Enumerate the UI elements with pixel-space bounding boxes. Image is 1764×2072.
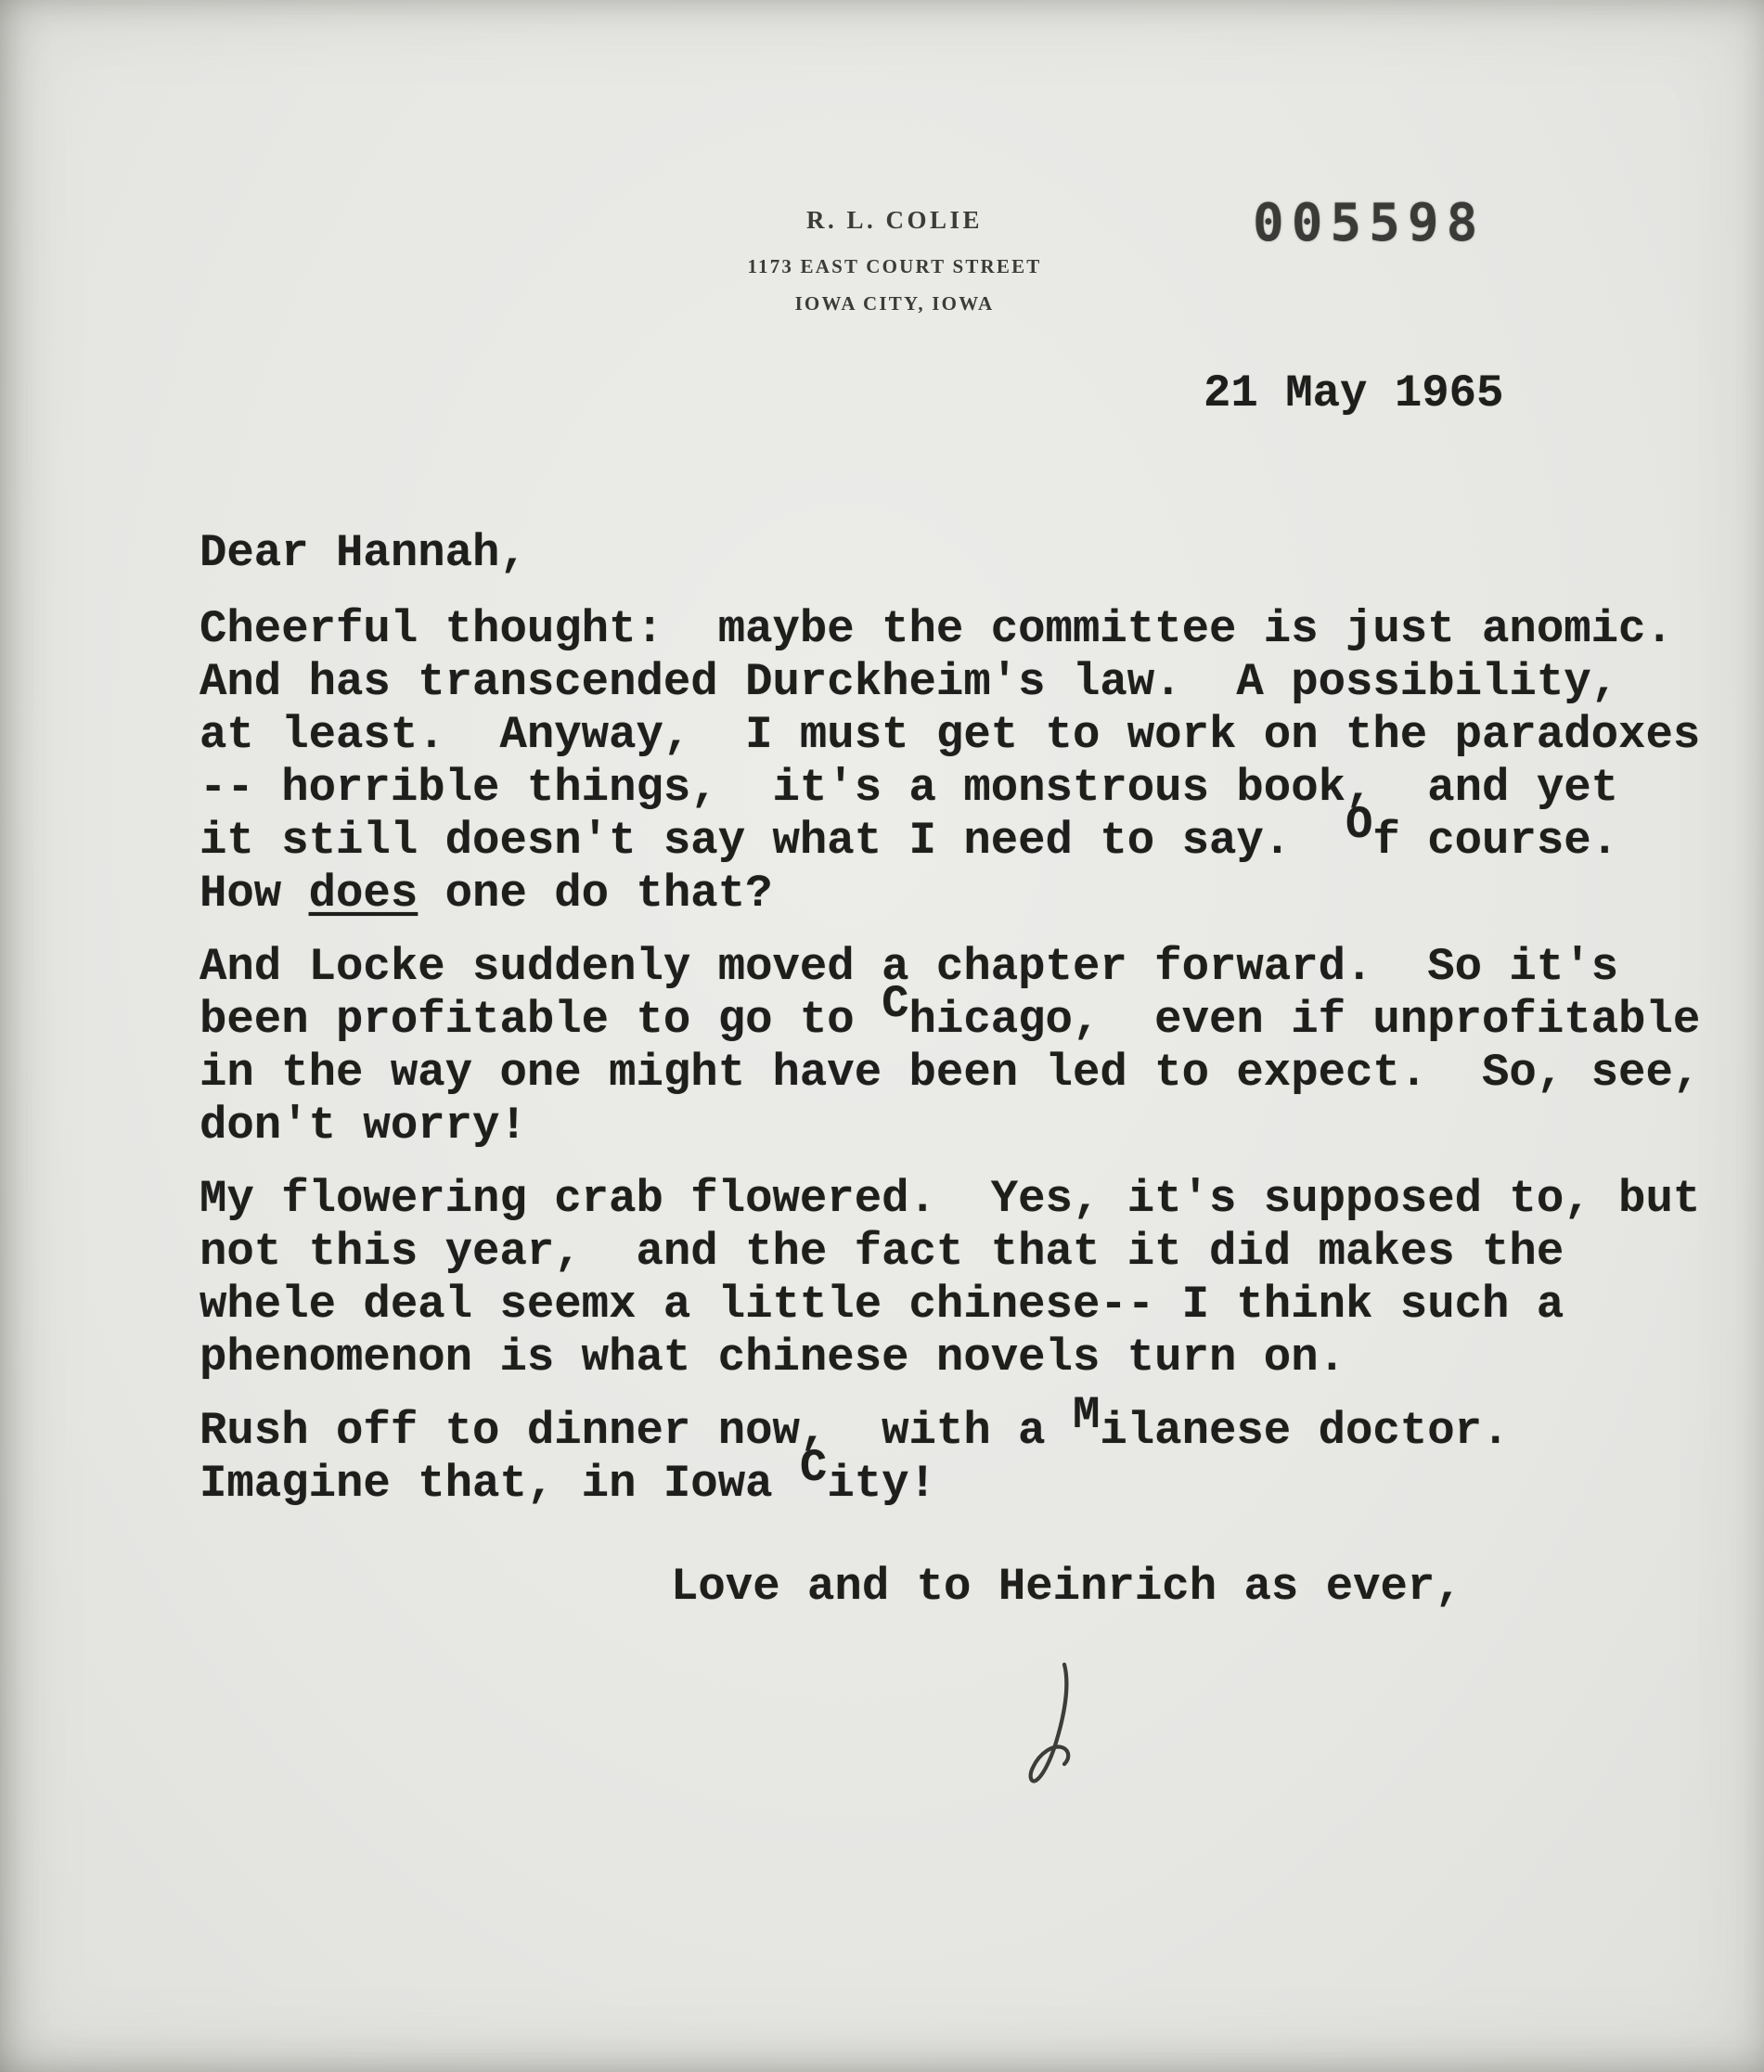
raised-character: M — [1072, 1389, 1101, 1442]
text-segment: whele deal seemx a little chinese-- I think such a — [200, 1279, 1564, 1331]
letter-date: 21 May 1965 — [1204, 367, 1504, 419]
text-line — [200, 1047, 1740, 1100]
text-segment: one do that? — [418, 868, 773, 920]
text-segment: in the way one might have been led to expect. So, see, — [200, 1047, 1701, 1099]
text-segment: ilanese doctor. — [1100, 1405, 1510, 1457]
paragraph — [200, 603, 1740, 920]
text-segment: -- horrible things, it's a monstrous book, and yet — [200, 762, 1619, 814]
text-segment: f course. — [1372, 815, 1619, 867]
raised-character: C — [882, 978, 909, 1031]
closing-line: Love and to Heinrich as ever, — [671, 1561, 1462, 1613]
text-line — [200, 709, 1740, 762]
text-segment: phenomenon is what chinese novels turn on. — [200, 1332, 1346, 1383]
text-line — [200, 1173, 1740, 1226]
text-segment: been profitable to go to — [200, 994, 882, 1046]
text-line — [200, 1279, 1740, 1332]
raised-character: O — [1346, 799, 1373, 852]
text-segment: Imagine that, in Iowa — [200, 1458, 800, 1510]
text-line — [200, 1442, 1740, 1511]
letter-body — [200, 603, 1740, 1531]
raised-character: C — [799, 1442, 828, 1495]
text-line — [200, 1332, 1740, 1384]
text-segment: And has transcended Durckheim's law. A possibility, — [200, 656, 1619, 708]
text-line — [200, 978, 1740, 1047]
text-segment: ity! — [827, 1458, 936, 1510]
text-line — [200, 1100, 1740, 1152]
text-line — [200, 656, 1740, 709]
text-line — [200, 762, 1740, 815]
handwritten-signature — [1016, 1659, 1100, 1789]
text-segment: How — [200, 868, 309, 920]
text-segment: And Locke suddenly moved a chapter forward. So it's — [200, 941, 1619, 993]
text-segment: Rush off to dinner now, with a — [200, 1405, 1073, 1457]
text-line — [200, 799, 1740, 868]
text-segment: not this year, and the fact that it did makes the — [200, 1226, 1564, 1278]
letterhead-name: R. L. COLIE — [805, 206, 984, 234]
text-line — [200, 868, 1740, 920]
text-segment: it still doesn't say what I need to say. — [200, 815, 1346, 867]
text-segment: My flowering crab flowered. Yes, it's supposed to, but — [200, 1173, 1701, 1225]
salutation: Dear Hannah, — [200, 527, 527, 579]
text-line — [200, 941, 1740, 994]
paragraph — [200, 1389, 1740, 1511]
paragraph — [200, 941, 1740, 1152]
text-segment: hicago, even if unprofitable — [908, 994, 1701, 1046]
text-line — [200, 1389, 1740, 1458]
letterhead-address-line1: 1173 EAST COURT STREET — [747, 255, 1042, 277]
underlined-word: does — [308, 868, 418, 920]
letterhead — [709, 206, 1080, 315]
letterhead-address-line2: IOWA CITY, IOWA — [794, 292, 995, 315]
text-segment: at least. Anyway, I must get to work on the paradoxes — [200, 709, 1701, 761]
text-segment: Cheerful thought: maybe the committee is just anomic. — [200, 603, 1673, 655]
text-line — [200, 603, 1740, 656]
signature-initial-glyph — [1016, 1659, 1100, 1789]
text-segment: don't worry! — [200, 1100, 527, 1152]
text-line — [200, 1226, 1740, 1279]
paragraph — [200, 1173, 1740, 1384]
stamp-number: 005598 — [1253, 193, 1486, 253]
